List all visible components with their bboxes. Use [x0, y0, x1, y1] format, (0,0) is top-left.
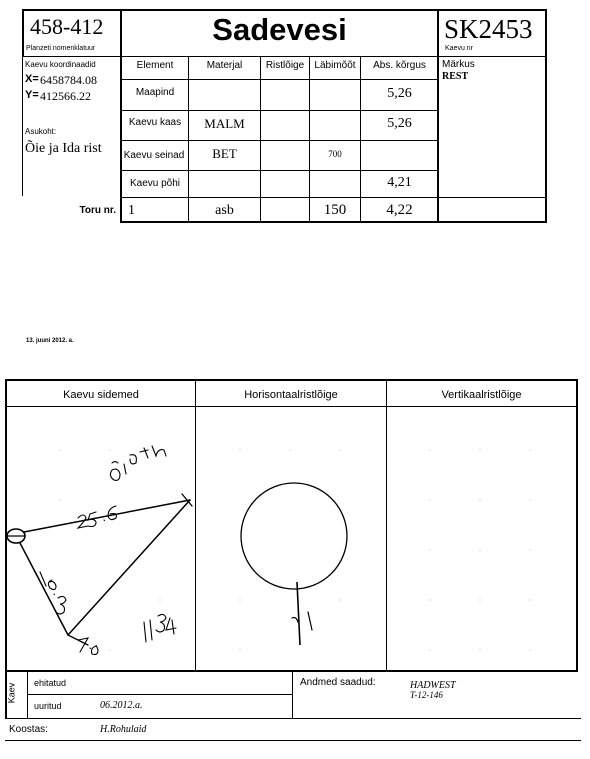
table-row-element: Kaevu kaas [128, 117, 182, 128]
pipe-material: asb [215, 203, 234, 218]
table-header-elevation: Abs. kõrgus [373, 60, 426, 71]
coord-x-label: X= [25, 73, 39, 85]
table-row-elevation: 5,26 [387, 116, 412, 131]
surveyed-value: 06.2012.a. [100, 700, 143, 711]
table-row-material: BET [212, 146, 237, 161]
data-source-ref: T-12-146 [410, 690, 443, 700]
pipe-diameter: 150 [323, 202, 347, 218]
built-label: ehitatud [34, 678, 67, 688]
compiled-label: Koostas: [9, 724, 48, 735]
sketch-pipe-mark [306, 612, 313, 628]
table-row-element: Kaevu põhi [129, 178, 181, 189]
map-code: 458-412 [30, 14, 104, 39]
well-circle [241, 483, 347, 589]
document-date: 13. juuni 2012. a. [26, 338, 74, 344]
data-source-label: Andmed saadud: [300, 677, 376, 688]
page-title: Sadevesi [212, 12, 347, 47]
surveyed-label: uuritud [34, 701, 62, 711]
table-header-cross-section: Ristlõige [265, 60, 305, 71]
coord-x-value: 6458784.08 [40, 73, 97, 87]
footer-side-label: Kaev [6, 682, 17, 704]
sketch-title-vertical: Vertikaalristlõige [441, 389, 522, 401]
pipe-elevation: 4,22 [386, 202, 413, 218]
location-value: Õie ja Ida rist [25, 141, 102, 156]
table-header-element: Element [136, 60, 174, 71]
coord-y-label: Y= [25, 89, 39, 101]
table-row-elevation: 5,26 [387, 86, 412, 101]
compiled-value: H.Rohulaid [100, 724, 147, 735]
sketch-title-connections: Kaevu sidemed [63, 389, 139, 401]
table-row-element: Maapind [135, 87, 175, 98]
table-row-diameter: 700 [328, 149, 342, 159]
pipe-line [297, 582, 300, 645]
coord-y-value: 412566.22 [40, 89, 91, 103]
table-header-material: Materjal [206, 60, 243, 71]
pipe-label: Toru nr. [79, 205, 116, 216]
well-id: SK2453 [444, 14, 533, 44]
remarks-label: Märkus [442, 59, 475, 70]
table-row-elevation: 4,21 [387, 175, 412, 190]
table-row-element: Kaevu seinad [123, 150, 185, 161]
location-label: Asukoht: [25, 127, 57, 136]
table-header-diameter: Läbimõõt [314, 60, 356, 71]
table-row-material: MALM [204, 116, 245, 131]
pipe-number: 1 [128, 203, 135, 218]
data-source-value: HADWEST [410, 680, 456, 691]
remarks-value: REST [442, 71, 469, 82]
coordinates-label: Kaevu koordinaadid [25, 60, 96, 69]
sketch-measure-bottom [78, 636, 96, 652]
map-code-caption: Planzeti nomenklatuur [26, 45, 96, 52]
sketch-title-horizontal: Horisontaalristlõige [244, 389, 338, 401]
well-id-caption: Kaevu nr [445, 45, 474, 52]
